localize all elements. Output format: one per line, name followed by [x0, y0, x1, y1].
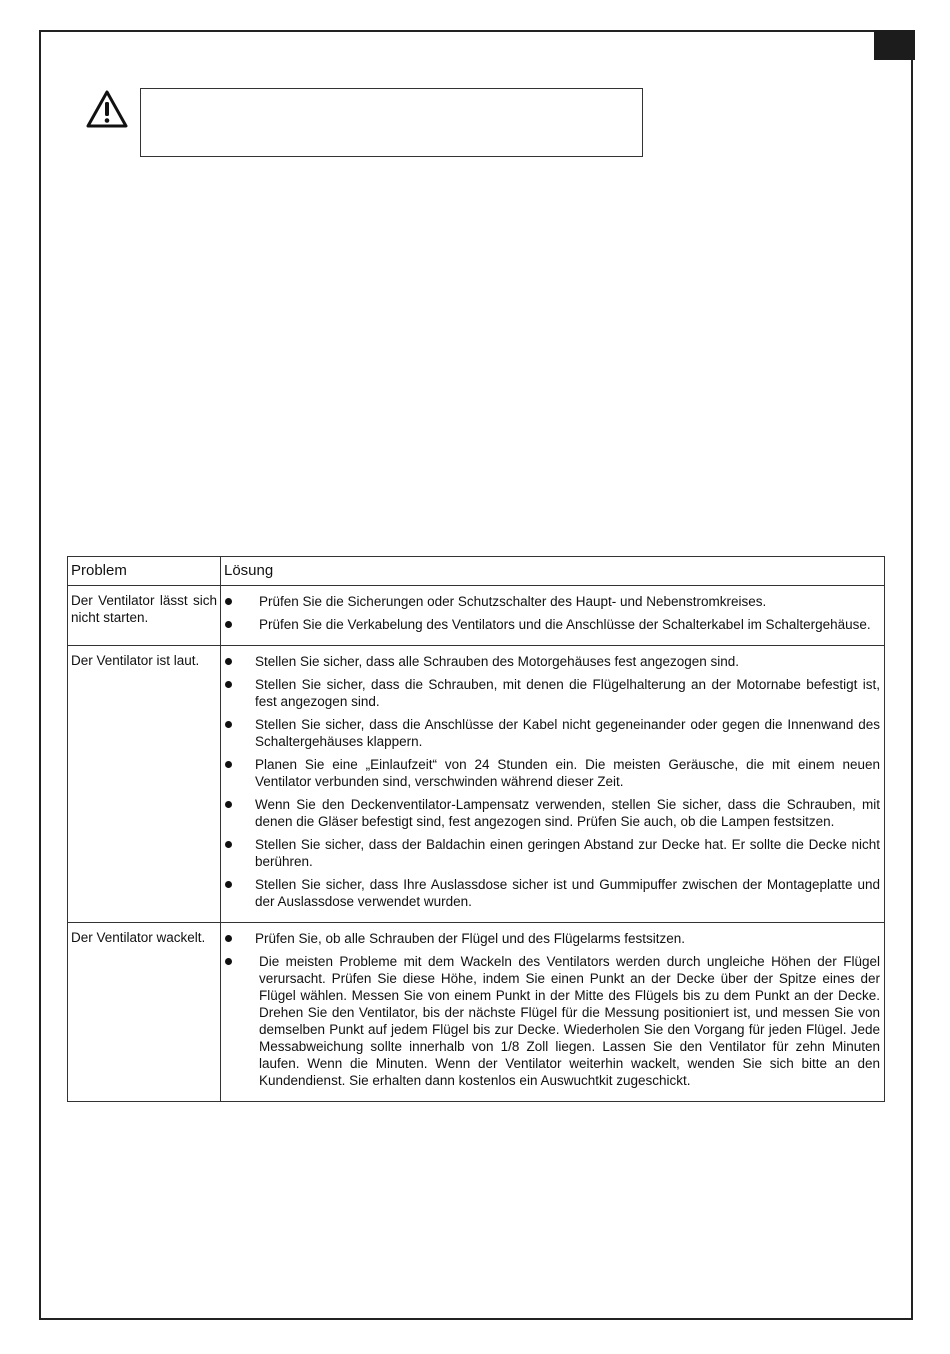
- solution-item: [221, 836, 880, 870]
- bullet-icon: [225, 801, 232, 808]
- solution-text: Planen Sie eine „Einlaufzeit“ von 24 Stunden ein. Die meisten Geräusche, die mit einem neuen Ventilator verbunden sind, verschwinden während dieser Zeit.: [255, 757, 880, 789]
- bullet-icon: [225, 598, 232, 605]
- solution-text: Stellen Sie sicher, dass die Anschlüsse der Kabel nicht gegeneinander oder gegen die Innenwand des Schaltergehäuses klappern.: [255, 717, 880, 749]
- solution-item: [221, 616, 880, 633]
- bullet-icon: [225, 841, 232, 848]
- solution-text: Wenn Sie den Deckenventilator-Lampensatz verwenden, stellen Sie sicher, dass die Schrauben, mit denen die Gläser befestigt sind, fest angezogen sind. Prüfen Sie auch, ob die Lampen festsitzen.: [255, 797, 880, 829]
- solution-text: Stellen Sie sicher, dass alle Schrauben des Motorgehäuses fest angezogen sind.: [255, 654, 740, 669]
- warning-triangle-icon: [85, 89, 129, 129]
- solution-item: [221, 953, 880, 1089]
- solution-item: [221, 756, 880, 790]
- problem-cell: Der Ventilator wackelt.: [68, 923, 221, 1102]
- bullet-icon: [225, 721, 232, 728]
- solution-cell: [221, 923, 885, 1102]
- bullet-icon: [225, 681, 232, 688]
- problem-cell: Der Ventilator lässt sich nicht starten.: [68, 586, 221, 646]
- table-header-row: [68, 557, 885, 586]
- bullet-icon: [225, 881, 232, 888]
- solution-item: [221, 876, 880, 910]
- table-row: [68, 923, 885, 1102]
- warning-box: [140, 88, 643, 157]
- solution-text: Stellen Sie sicher, dass Ihre Auslassdose sicher ist und Gummipuffer zwischen der Montageplatte und der Auslassdose verwendet wurden.: [255, 877, 880, 909]
- solution-text: Stellen Sie sicher, dass die Schrauben, mit denen die Flügelhalterung an der Motornabe befestigt ist, fest angezogen sind.: [255, 677, 880, 709]
- bullet-icon: [225, 935, 232, 942]
- solution-text: Prüfen Sie die Sicherungen oder Schutzschalter des Haupt- und Nebenstromkreises.: [259, 594, 767, 609]
- bullet-icon: [225, 958, 232, 965]
- solution-text: Die meisten Probleme mit dem Wackeln des Ventilators werden durch ungleiche Höhen der Flügel verursacht. Prüfen Sie diese Höhe, indem Sie einen Punkt an der Decke über der Spitze eines der Flügel wählen. Messen Sie von einem Punkt in der Mitte des Flügels bis zu dem Punkt an der Decke. Drehen Sie den Ventilator, bis der nächste Flügel für die Messung positioniert ist, und messen Sie von demselben Punkt auf jedem Flügel bis zur Decke. Wiederholen Sie den Vorgang für jeden Flügel. Jede Messabweichung sollte innerhalb von 1/8 Zoll liegen. Lassen Sie den Ventilator für zehn Minuten laufen. Wenn die Minuten. Wenn der Ventilator weiterhin wackelt, wenden Sie sich bitte an den Kundendienst. Sie erhalten dann kostenlos ein Auswuchtkit zugeschickt.: [259, 954, 880, 1088]
- solution-item: [221, 716, 880, 750]
- header-problem: Problem: [68, 557, 221, 586]
- solution-text: Prüfen Sie, ob alle Schrauben der Flügel und des Flügelarms festsitzen.: [255, 931, 685, 946]
- solution-text: Prüfen Sie die Verkabelung des Ventilators und die Anschlüsse der Schalterkabel im Schaltergehäuse.: [259, 617, 871, 632]
- solution-item: [221, 593, 880, 610]
- bullet-icon: [225, 621, 232, 628]
- solution-list: [221, 653, 880, 910]
- troubleshooting-table: [67, 556, 885, 1102]
- solution-list: [221, 593, 880, 633]
- solution-text: Stellen Sie sicher, dass der Baldachin einen geringen Abstand zur Decke hat. Er sollte die Decke nicht berühren.: [255, 837, 880, 869]
- solution-cell: [221, 586, 885, 646]
- solution-item: [221, 796, 880, 830]
- bullet-icon: [225, 761, 232, 768]
- solution-list: [221, 930, 880, 1089]
- solution-item: [221, 930, 880, 947]
- page-corner-tab: [874, 30, 915, 60]
- solution-item: [221, 676, 880, 710]
- problem-cell: Der Ventilator ist laut.: [68, 646, 221, 923]
- header-solution: Lösung: [221, 557, 885, 586]
- solution-item: [221, 653, 880, 670]
- table-row: [68, 586, 885, 646]
- bullet-icon: [225, 658, 232, 665]
- table-row: [68, 646, 885, 923]
- solution-cell: [221, 646, 885, 923]
